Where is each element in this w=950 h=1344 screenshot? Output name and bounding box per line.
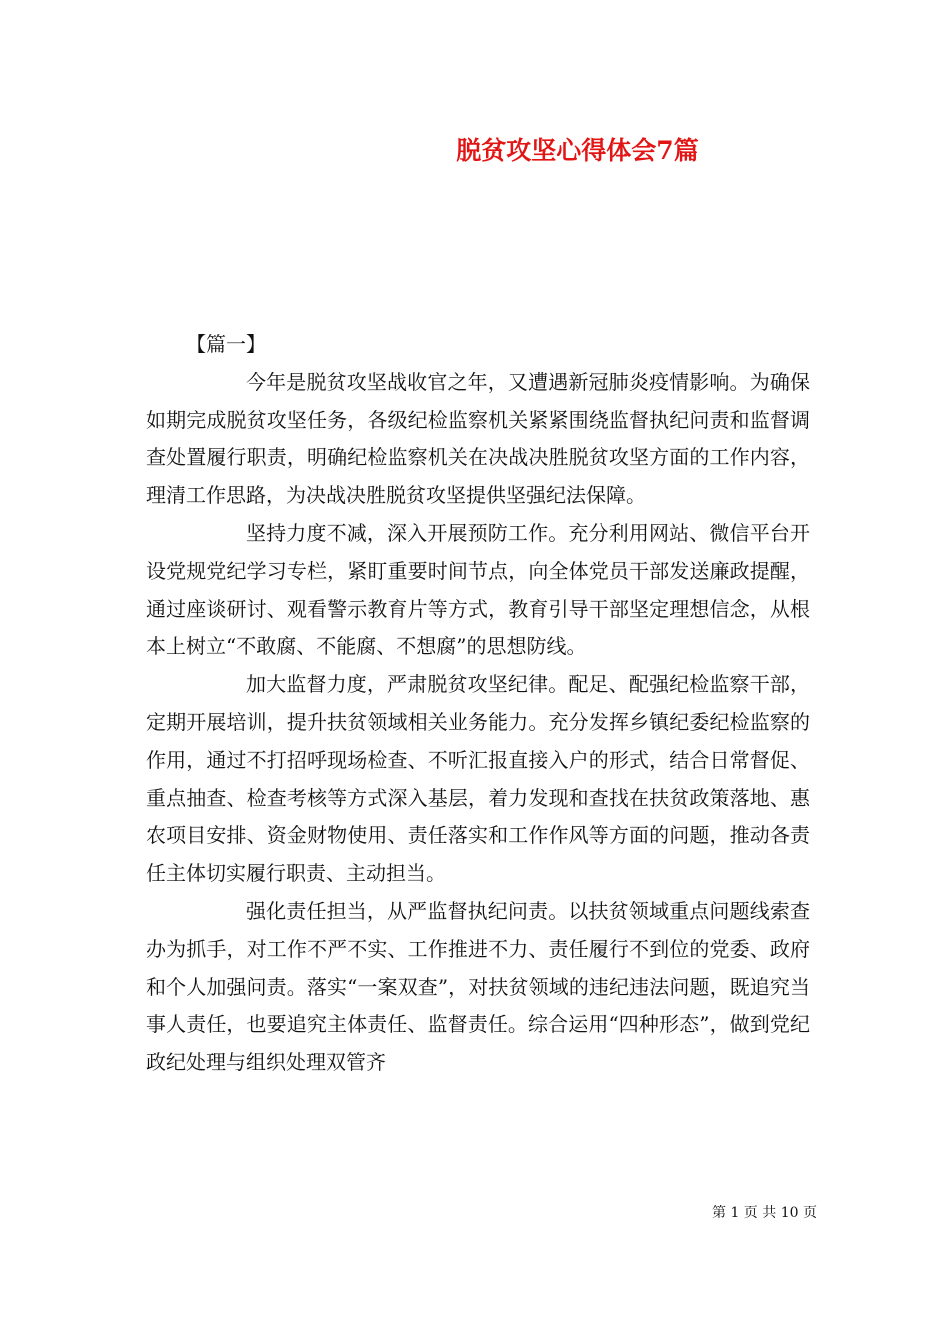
- paragraph-4: 强化责任担当，从严监督执纪问责。以扶贫领域重点问题线索查办为抓手，对工作不严不实、工作推进不力、责任履行不到位的党委、政府和个人加强问责。落实“一案双查”，对扶贫领域的违纪违法问题，既追究当事人责任，也要追究主体责任、监督责任。综合运用“四种形态”，做到党纪政纪处理与组织处理双管齐: [146, 898, 810, 1075]
- document-title-text: 脱贫攻坚心得体会7篇: [456, 136, 699, 165]
- paragraph-3: 加大监督力度，严肃脱贫攻坚纪律。配足、配强纪检监察干部，定期开展培训，提升扶贫领域相关业务能力。充分发挥乡镇纪委纪检监察的作用，通过不打招呼现场检查、不听汇报直接入户的形式，结合日常督促、重点抽查、检查考核等方式深入基层，着力发现和查找在扶贫政策落地、惠农项目安排、资金财物使用、责任落实和工作作风等方面的问题，推动各责任主体切实履行职责、主动担当。: [146, 672, 810, 886]
- paragraph-1: 今年是脱贫攻坚战收官之年，又遭遇新冠肺炎疫情影响。为确保如期完成脱贫攻坚任务，各级纪检监察机关紧紧围绕监督执纪问责和监督调查处置履行职责，明确纪检监察机关在决战决胜脱贫攻坚方面的工作内容，理清工作思路，为决战决胜脱贫攻坚提供坚强纪法保障。: [146, 369, 810, 508]
- paragraph-2: 坚持力度不减，深入开展预防工作。充分利用网站、微信平台开设党规党纪学习专栏，紧盯重要时间节点，向全体党员干部发送廉政提醒，通过座谈研讨、观看警示教育片等方式，教育引导干部坚定理想信念，从根本上树立“不敢腐、不能腐、不想腐”的思想防线。: [146, 520, 810, 659]
- page-number-footer: 第 1 页 共 10 页: [712, 1205, 817, 1221]
- section-heading: 【篇一】: [186, 332, 266, 356]
- document-title: [0, 135, 950, 167]
- document-body: [146, 326, 810, 1082]
